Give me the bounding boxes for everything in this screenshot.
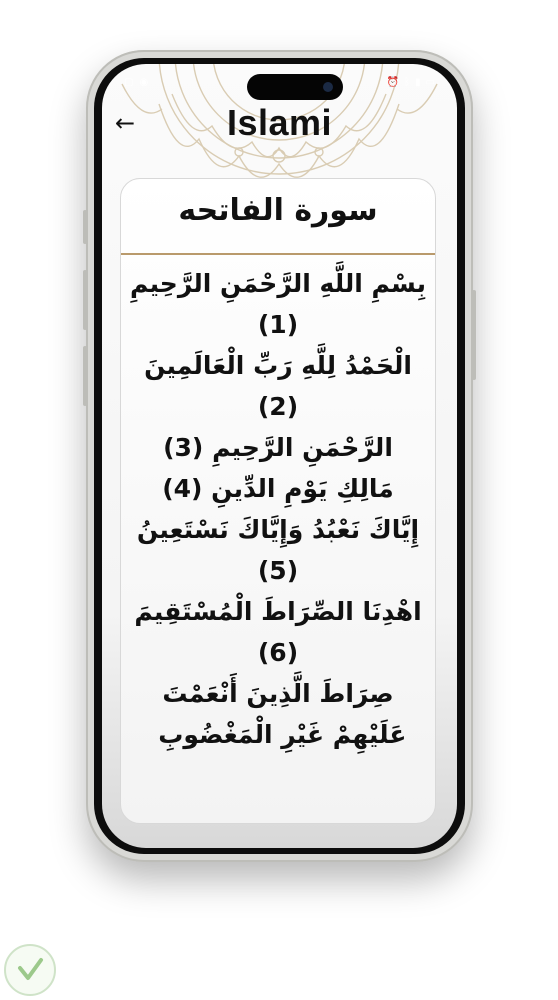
verse-text: إِيَّاكَ نَعْبُدُ وَإِيَّاكَ نَسْتَعِينُ	[136, 515, 420, 544]
verse-number: (6)	[257, 638, 299, 667]
battery-icon: ▭	[425, 76, 435, 88]
verse-7	[127, 673, 429, 755]
verse-text: بِسْمِ اللَّهِ الرَّحْمَنِ الرَّحِيمِ	[130, 269, 426, 298]
check-leaf-icon	[6, 946, 54, 994]
verse-number: (5)	[257, 556, 299, 585]
arrow-left-icon: ←	[114, 109, 136, 137]
verse-text: صِرَاطَ الَّذِينَ أَنْعَمْتَ عَلَيْهِمْ غَيْرِ الْمَغْضُوبِ	[158, 679, 407, 749]
sim-icon: ▢	[124, 76, 134, 88]
sura-title: سورة الفاتحه	[121, 179, 435, 255]
verse-text: اهْدِنَا الصِّرَاطَ الْمُسْتَقِيمَ	[134, 597, 422, 626]
alarm-icon: ⏰	[386, 76, 400, 88]
app-title: Islami	[226, 102, 333, 143]
site-logo	[4, 944, 56, 996]
volume-down-button	[83, 346, 87, 406]
verse-2	[127, 345, 429, 427]
verse-list	[121, 255, 435, 755]
app-screen	[102, 64, 457, 848]
verse-number: (2)	[257, 392, 299, 421]
bluetooth-icon: ᛒ	[404, 76, 411, 88]
power-button	[472, 290, 476, 380]
verse-text: الرَّحْمَنِ الرَّحِيمِ	[212, 433, 393, 462]
verse-text: مَالِكِ يَوْمِ الدِّينِ	[211, 474, 394, 503]
status-bar-left	[124, 74, 148, 90]
verse-number: (4)	[162, 474, 203, 503]
verse-3	[127, 427, 429, 468]
verse-6	[127, 591, 429, 673]
phone-frame	[86, 50, 473, 862]
verse-5	[127, 509, 429, 591]
dynamic-island	[247, 74, 343, 100]
front-camera	[323, 82, 333, 92]
notification-icon: ◉	[139, 76, 149, 88]
status-bar-right	[387, 74, 435, 90]
verse-number: (3)	[163, 433, 204, 462]
verse-text: الْحَمْدُ لِلَّهِ رَبِّ الْعَالَمِينَ	[144, 351, 412, 380]
signal-icon: ▮	[415, 76, 421, 88]
sura-card[interactable]	[120, 178, 436, 824]
verse-4	[127, 468, 429, 509]
volume-up-button	[83, 270, 87, 330]
action-button	[83, 210, 87, 244]
verse-1	[127, 263, 429, 345]
verse-number: (1)	[257, 310, 299, 339]
